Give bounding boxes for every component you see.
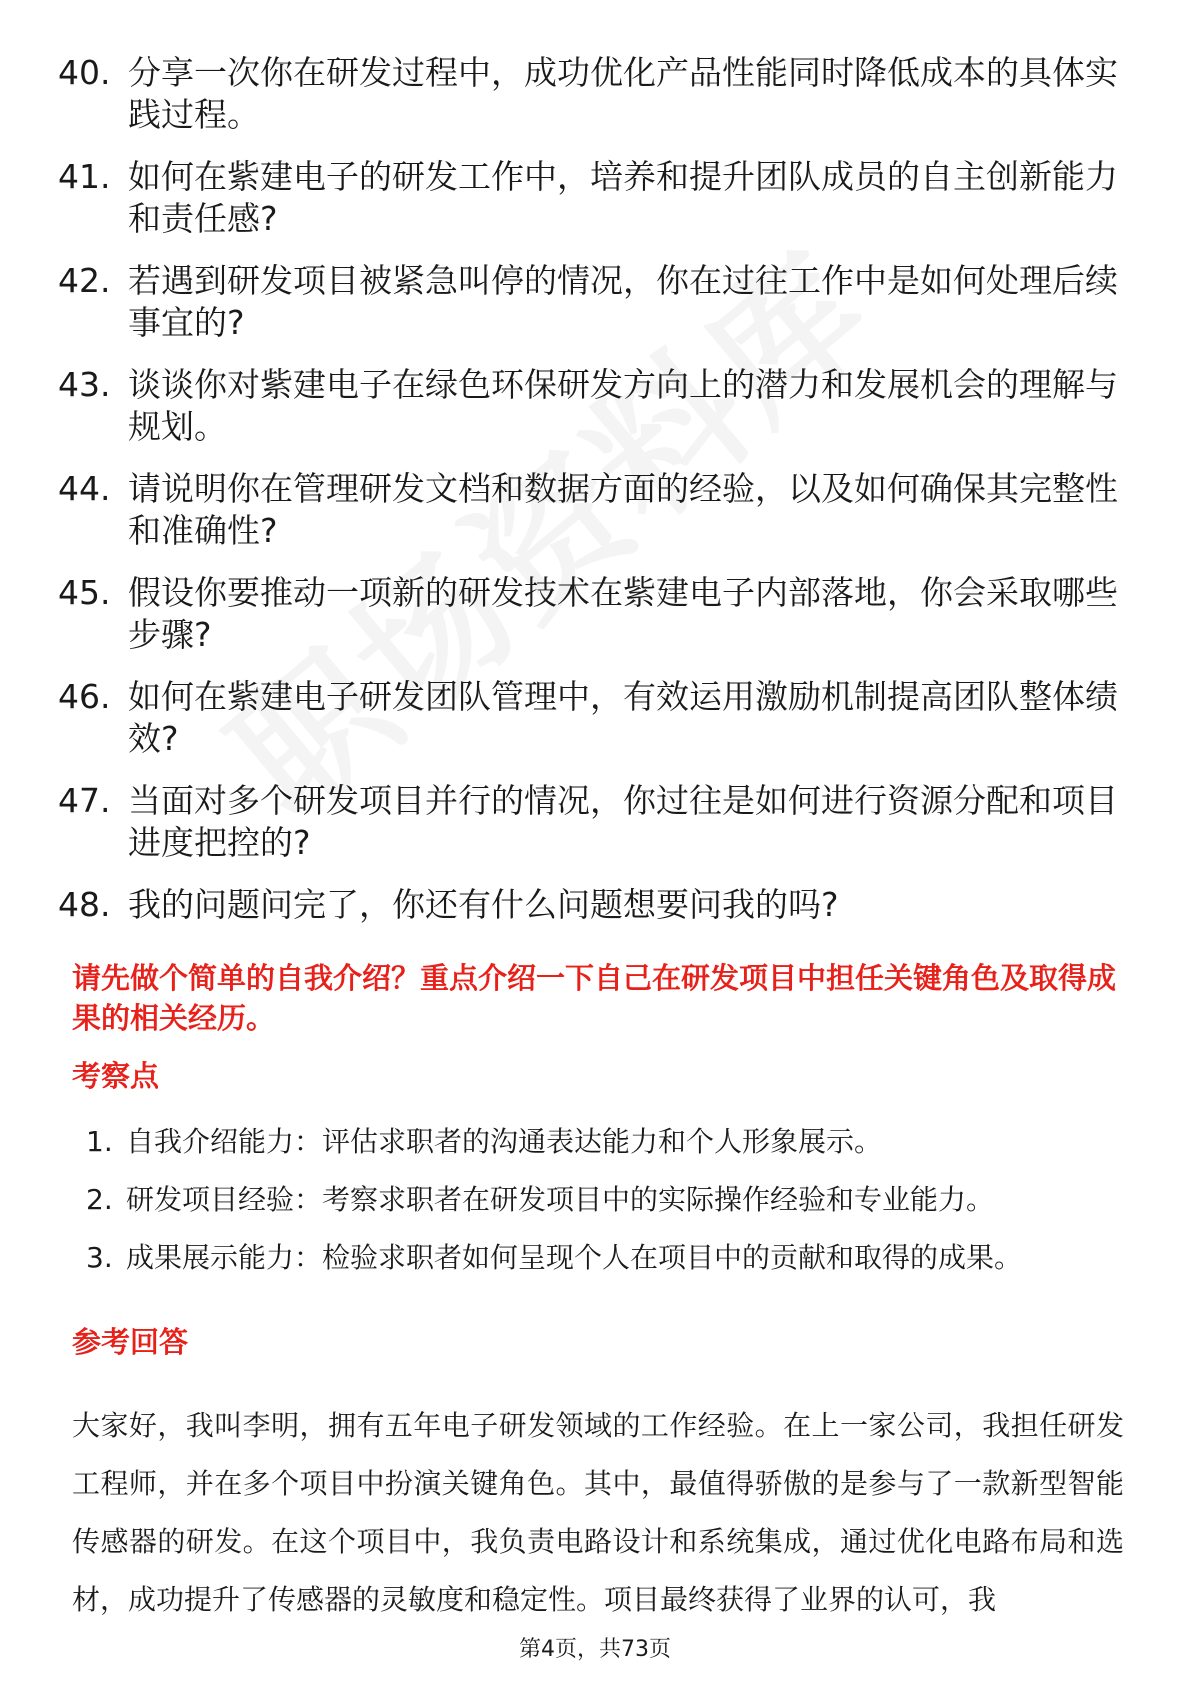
list-item-text: 当面对多个研发项目并行的情况，你过往是如何进行资源分配和项目进度把控的? [128,781,1118,862]
list-item-text: 假设你要推动一项新的研发技术在紫建电子内部落地，你会采取哪些步骤? [128,573,1118,654]
list-item-text: 自我介绍能力：评估求职者的沟通表达能力和个人形象展示。 [126,1125,883,1158]
list-item-number: 45. [58,573,111,612]
list-item-text: 成果展示能力：检验求职者如何呈现个人在项目中的贡献和取得的成果。 [126,1241,1023,1274]
list-item-number: 43. [58,365,111,404]
list-item-text: 如何在紫建电子的研发工作中，培养和提升团队成员的自主创新能力和责任感? [128,157,1118,238]
list-item-number: 42. [58,261,111,300]
list-item-text: 我的问题问完了，你还有什么问题想要问我的吗? [128,885,839,924]
list-item [0,52,1118,136]
list-item [0,260,1118,344]
list-item-number: 2. [86,1183,113,1216]
list-item-number: 1. [86,1125,113,1158]
list-item-number: 41. [58,157,111,196]
list-item-text: 请说明你在管理研发文档和数据方面的经验，以及如何确保其完整性和准确性? [128,469,1118,550]
list-item-number: 47. [58,781,111,820]
list-item [0,364,1118,448]
list-item-number: 3. [86,1241,113,1274]
list-item-number: 46. [58,677,111,716]
answer-paragraph: 大家好，我叫李明，拥有五年电子研发领域的工作经验。在上一家公司，我担任研发工程师，并在多个项目中扮演关键角色。其中，最值得骄傲的是参与了一款新型智能传感器的研发。在这个项目中，我负责电路设计和系统集成，通过优化电路布局和选材，成功提升了传感器的灵敏度和稳定性。项目最终获得了业界的认可，我 [72,1409,1124,1616]
list-item-text: 研发项目经验：考察求职者在研发项目中的实际操作经验和专业能力。 [126,1183,995,1216]
list-item [0,1239,1190,1277]
list-item [0,780,1118,864]
list-item-text: 分享一次你在研发过程中，成功优化产品性能同时降低成本的具体实践过程。 [128,53,1118,134]
section-heading-answer: 参考回答 [72,1325,189,1359]
list-item-number: 48. [58,885,111,924]
list-item [0,572,1118,656]
list-item-text: 如何在紫建电子研发团队管理中，有效运用激励机制提高团队整体绩效? [128,677,1118,758]
question-list [0,52,1190,946]
list-item-number: 44. [58,469,111,508]
list-item [0,1123,1190,1161]
list-item [0,884,1118,926]
section-heading-kaocha: 考察点 [72,1059,160,1093]
page-footer: 第4页，共73页 [519,1637,671,1662]
list-item-number: 40. [58,53,111,92]
list-item-text: 若遇到研发项目被紧急叫停的情况，你在过往工作中是如何处理后续事宜的? [128,261,1118,342]
question-title: 请先做个简单的自我介绍？重点介绍一下自己在研发项目中担任关键角色及取得成果的相关经历。 [72,961,1117,1035]
list-item [0,1181,1190,1219]
list-item [0,468,1118,552]
list-item [0,156,1118,240]
list-item-text: 谈谈你对紫建电子在绿色环保研发方向上的潜力和发展机会的理解与规划。 [128,365,1118,446]
assessment-points-list [0,1123,1190,1297]
list-item [0,676,1118,760]
